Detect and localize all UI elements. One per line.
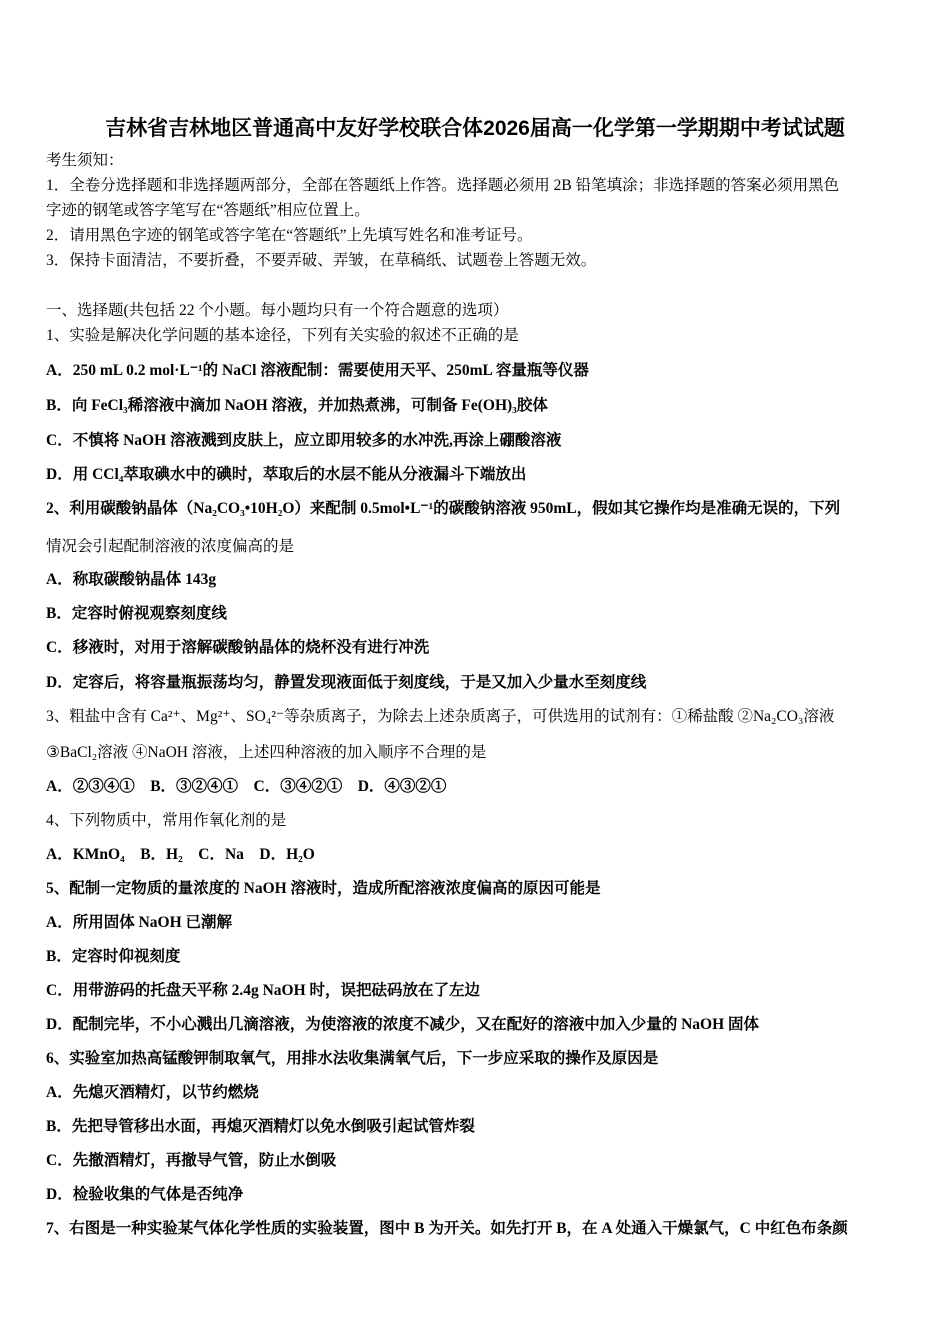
question-option: C．不慎将 NaOH 溶液溅到皮肤上，应立即用较多的水冲洗,再涂上硼酸溶液 — [46, 432, 562, 449]
page-title: 吉林省吉林地区普通高中友好学校联合体2026届高一化学第一学期期中考试试题 — [105, 117, 845, 140]
question-option: D．配制完毕，不小心溅出几滴溶液，为使溶液的浓度不减少，又在配好的溶液中加入少量的 NaOH 固体 — [46, 1016, 760, 1033]
question-option: C．先撤酒精灯，再撤导气管，防止水倒吸 — [46, 1152, 337, 1169]
question-stem: 5、配制一定物质的量浓度的 NaOH 溶液时，造成所配溶液浓度偏高的原因可能是 — [46, 880, 601, 897]
question-option: A．所用固体 NaOH 已潮解 — [46, 914, 233, 931]
question-option: C．移液时，对用于溶解碳酸钠晶体的烧杯没有进行冲洗 — [46, 639, 430, 656]
question-option: D．定容后，将容量瓶振荡均匀，静置发现液面低于刻度线，于是又加入少量水至刻度线 — [46, 674, 647, 691]
question-stem: 1、实验是解决化学问题的基本途径，下列有关实验的叙述不正确的是 — [46, 327, 519, 344]
question-stem: 4、下列物质中，常用作氧化剂的是 — [46, 812, 287, 829]
question-stem: 6、实验室加热高锰酸钾制取氧气，用排水法收集满氧气后，下一步应采取的操作及原因是 — [46, 1050, 659, 1067]
notice-line: 3．保持卡面清洁，不要折叠，不要弄破、弄皱，在草稿纸、试题卷上答题无效。 — [46, 252, 597, 269]
question-option: B．先把导管移出水面，再熄灭酒精灯以免水倒吸引起试管炸裂 — [46, 1118, 475, 1135]
question-option: B．向 FeCl₃稀溶液中滴加 NaOH 溶液，并加热煮沸，可制备 Fe(OH)₃胶体 — [46, 397, 548, 414]
question-option: A．KMnO₄ B．H₂ C．Na D．H₂O — [46, 846, 315, 863]
question-stem: 7、右图是一种实验某气体化学性质的实验装置，图中 B 为开关。如先打开 B，在 A 处通入干燥氯气，C 中红色布条颜 — [46, 1220, 848, 1237]
question-option: B．定容时俯视观察刻度线 — [46, 605, 227, 622]
question-option: A．250 mL 0.2 mol·L⁻¹的 NaCl 溶液配制：需要使用天平、250mL 容量瓶等仪器 — [46, 362, 589, 379]
notice-line: 1．全卷分选择题和非选择题两部分，全部在答题纸上作答。选择题必须用 2B 铅笔填涂；非选择题的答案必须用黑色 — [46, 177, 840, 194]
question-stem: 情况会引起配制溶液的浓度偏高的是 — [46, 538, 295, 555]
notice-line: 字迹的钢笔或答字笔写在“答题纸”相应位置上。 — [46, 202, 370, 219]
question-option: D．检验收集的气体是否纯净 — [46, 1186, 244, 1203]
question-option: D．用 CCl₄萃取碘水中的碘时，萃取后的水层不能从分液漏斗下端放出 — [46, 466, 527, 483]
notice-heading: 考生须知： — [46, 152, 124, 169]
section-heading: 一、选择题(共包括 22 个小题。每小题均只有一个符合题意的选项） — [46, 302, 509, 319]
question-option: A．称取碳酸钠晶体 143g — [46, 571, 217, 588]
question-option: C．用带游码的托盘天平称 2.4g NaOH 时，误把砝码放在了左边 — [46, 982, 481, 999]
question-stem: 2、利用碳酸钠晶体（Na₂CO₃•10H₂O）来配制 0.5mol•L⁻¹的碳酸钠溶液 950mL，假如其它操作均是准确无误的，下列 — [46, 500, 841, 517]
question-option: A．②③④① B．③②④① C．③④②① D．④③②① — [46, 778, 447, 795]
question-stem: ③BaCl₂溶液 ④NaOH 溶液，上述四种溶液的加入顺序不合理的是 — [46, 744, 487, 761]
question-option: B．定容时仰视刻度 — [46, 948, 181, 965]
question-option: A．先熄灭酒精灯，以节约燃烧 — [46, 1084, 259, 1101]
notice-line: 2．请用黑色字迹的钢笔或答字笔在“答题纸”上先填写姓名和准考证号。 — [46, 227, 533, 244]
question-stem: 3、粗盐中含有 Ca²⁺、Mg²⁺、SO₄²⁻等杂质离子，为除去上述杂质离子，可供选用的试剂有：①稀盐酸 ②Na₂CO₃溶液 — [46, 708, 835, 725]
